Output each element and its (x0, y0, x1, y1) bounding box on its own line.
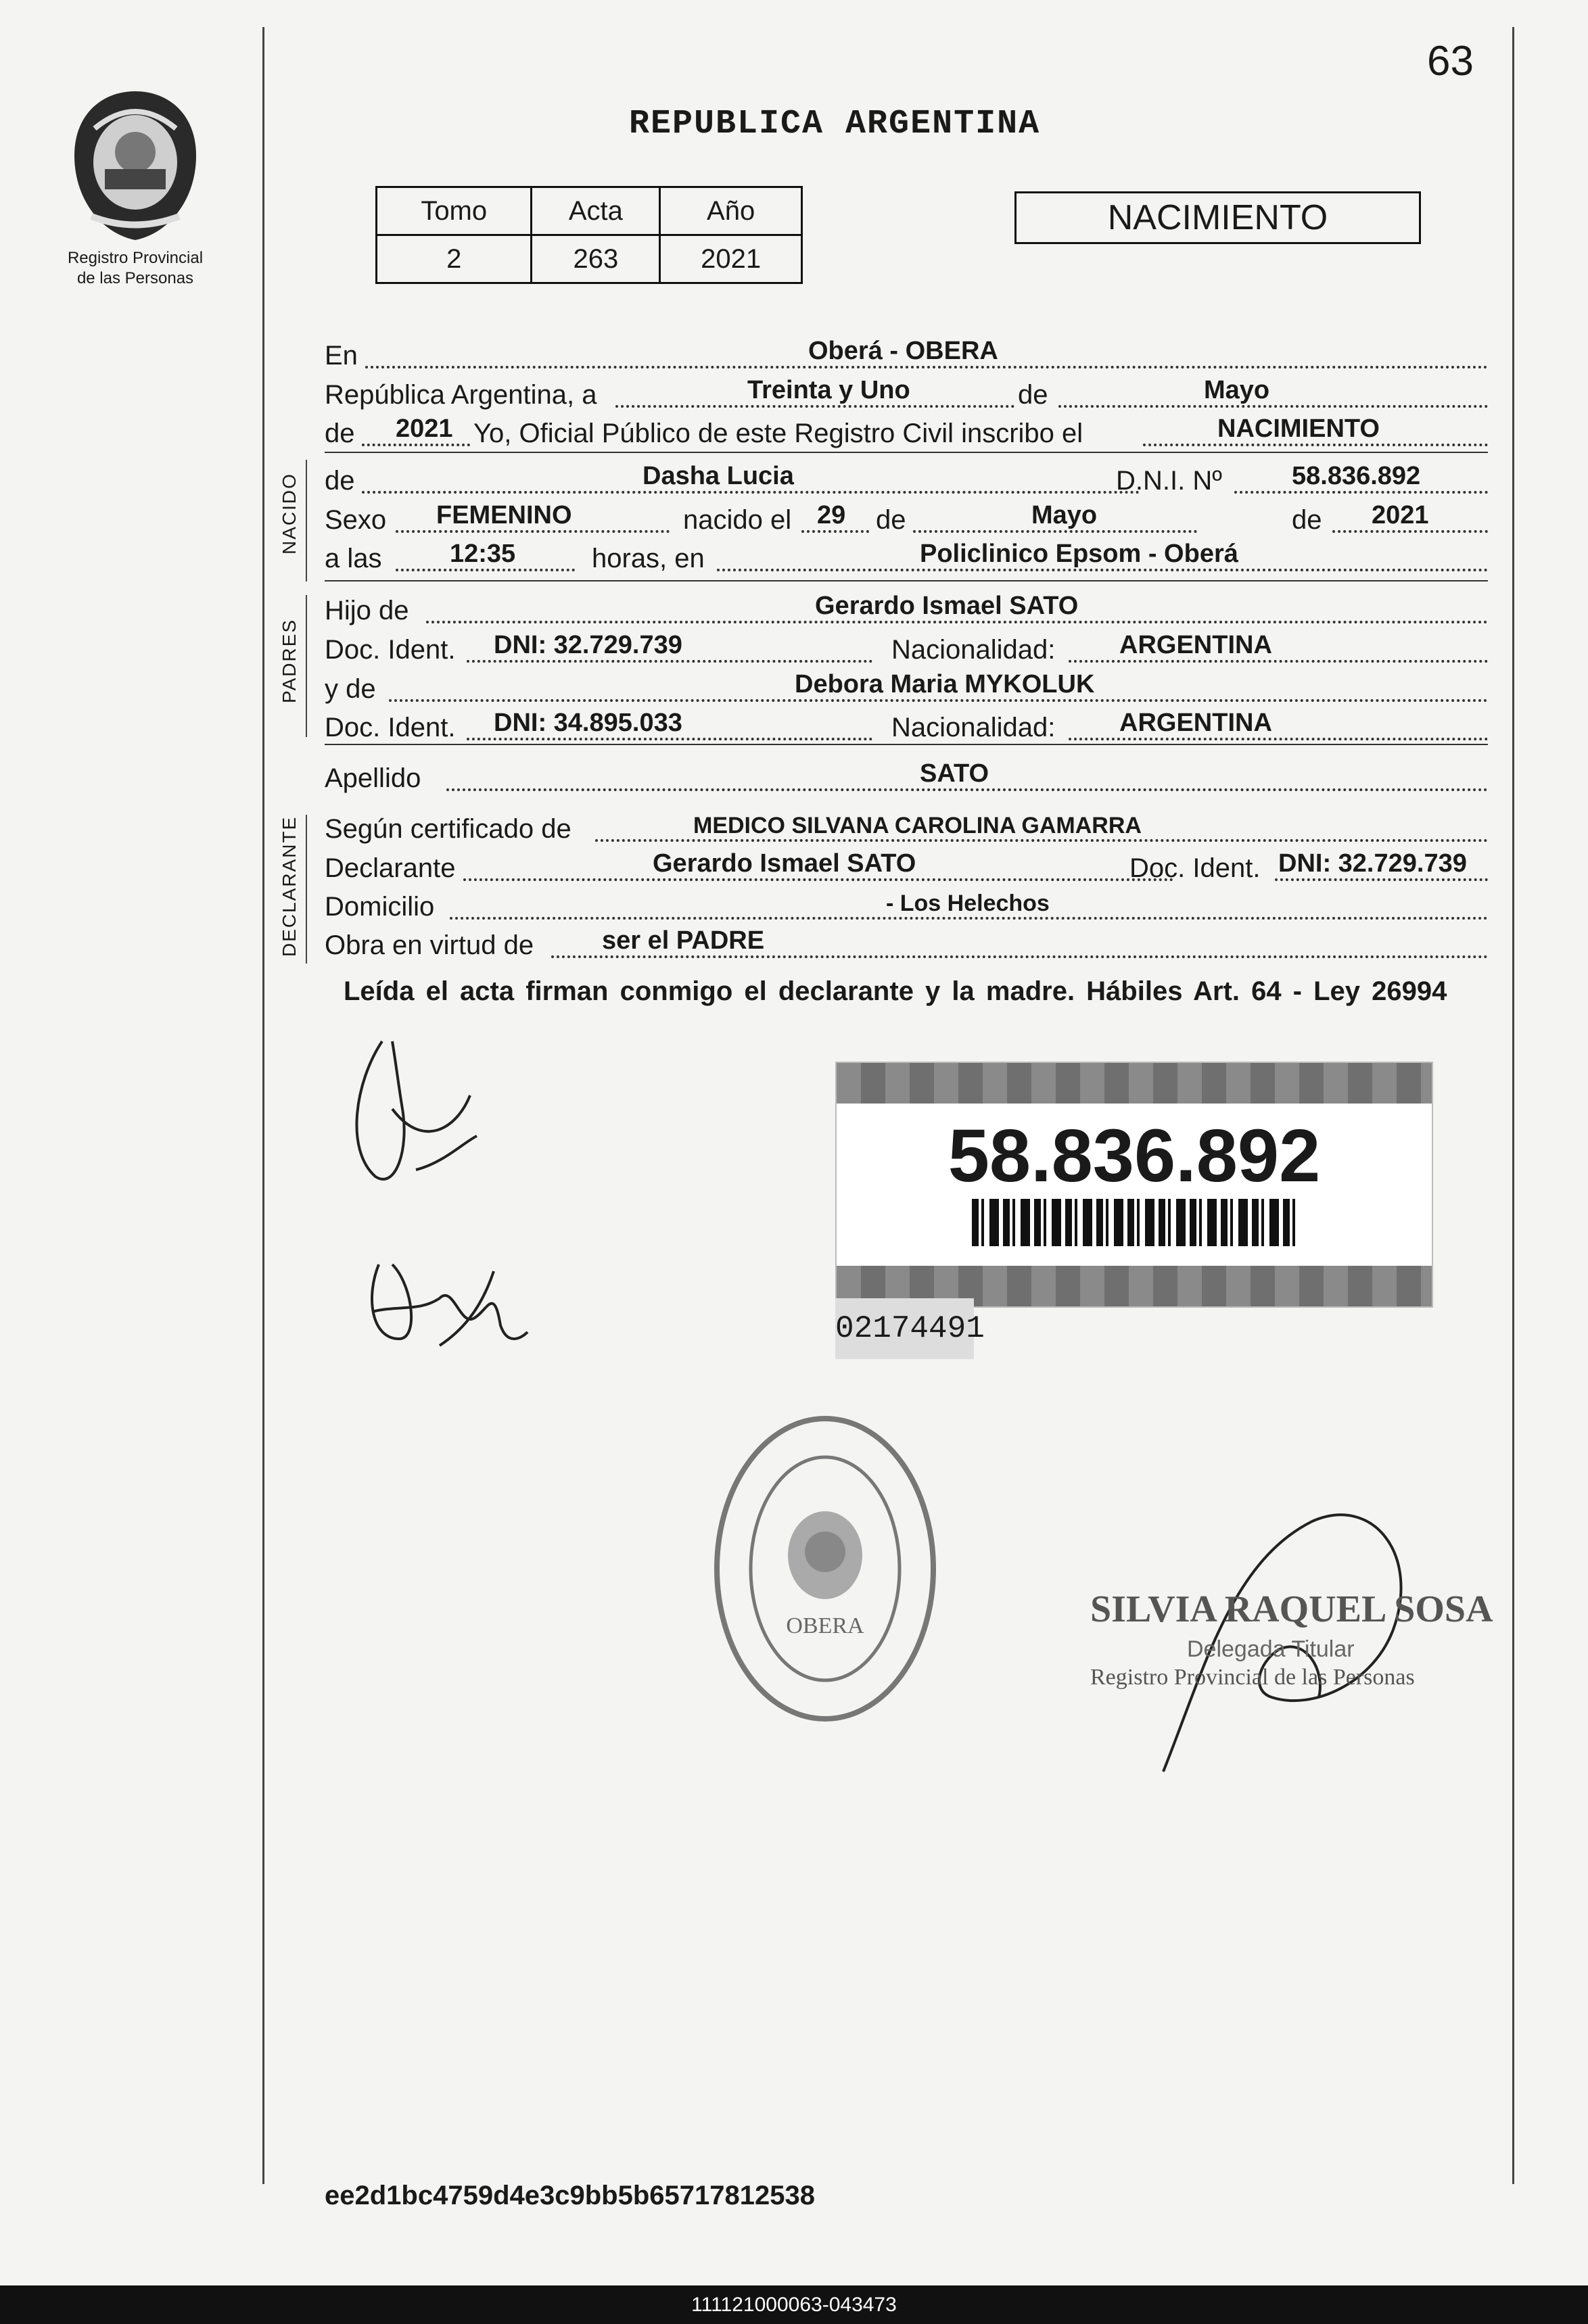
day-words-value: Treinta y Uno (747, 376, 910, 404)
table-header-anio: Año (660, 187, 802, 235)
row-address (325, 886, 1488, 926)
birth-place-value: Policlinico Epsom - Oberá (920, 540, 1238, 568)
left-margin-line (262, 27, 264, 2184)
dotted-line (446, 788, 1488, 791)
row-certificate (325, 808, 1488, 849)
mother-nationality-value: ARGENTINA (1119, 709, 1272, 737)
section-divider (325, 452, 1488, 453)
dni-number-large: 58.836.892 (948, 1114, 1321, 1197)
sex-label: Sexo (325, 505, 387, 535)
row-father (325, 590, 1488, 630)
logo-caption-line-2: de las Personas (76, 269, 194, 287)
row-official (325, 412, 1488, 453)
certificate-value: MEDICO SILVANA CAROLINA GAMARRA (693, 813, 1142, 838)
provincial-logo (68, 88, 203, 243)
section-divider (325, 744, 1488, 745)
dni-label: D.N.I. Nº (1116, 466, 1222, 496)
dotted-line (1275, 878, 1488, 881)
side-label-parents: PADRES (279, 618, 300, 703)
de-label: de (1292, 505, 1322, 535)
doc-label: Doc. Ident. (325, 635, 456, 665)
logo-caption-line-1: Registro Provincial (67, 249, 204, 267)
doc-label: Doc. Ident. (325, 713, 456, 742)
dotted-line (1069, 738, 1488, 740)
dotted-line (396, 569, 575, 571)
dni-sticker (835, 1062, 1433, 1308)
mother-name-value: Debora Maria MYKOLUK (795, 670, 1095, 698)
barcode-icon (972, 1199, 1297, 1246)
dotted-line (389, 699, 1488, 702)
row-acting (325, 924, 1488, 965)
acting-value: ser el PADRE (602, 926, 765, 955)
de-label: de (876, 505, 906, 535)
birth-year-value: 2021 (1372, 501, 1429, 529)
act-value: NACIMIENTO (1217, 414, 1380, 443)
signatory-name: SILVIA RAQUEL SOSA (1090, 1588, 1493, 1630)
sticker-serial: 02174491 (835, 1298, 974, 1359)
dotted-line (1058, 405, 1488, 408)
official-seal (710, 1410, 940, 1728)
row-place (325, 335, 1488, 375)
dotted-line (396, 530, 670, 533)
dotted-line (1332, 530, 1488, 533)
table-header-tomo: Tomo (377, 187, 532, 235)
dotted-line (426, 621, 1488, 623)
acting-label: Obra en virtud de (325, 930, 534, 960)
page-number: 63 (1427, 38, 1474, 85)
mother-signature (358, 1244, 534, 1352)
declarant-doc-label: Doc. Ident. (1129, 853, 1261, 883)
footer-code: 111121000063-043473 (0, 2285, 1588, 2324)
address-value: - Los Helechos (886, 891, 1050, 916)
registry-seal-icon (710, 1410, 940, 1728)
mother-doc-value: DNI: 34.895.033 (494, 709, 682, 737)
section-divider (325, 580, 1488, 582)
dotted-line (450, 917, 1488, 920)
dotted-line (467, 660, 872, 663)
declarant-name-value: Gerardo Ismael SATO (653, 849, 916, 878)
row-mother-doc (325, 707, 1488, 747)
declarant-doc-value: DNI: 32.729.739 (1278, 849, 1467, 878)
nationality-label: Nacionalidad: (891, 635, 1056, 665)
address-label: Domicilio (325, 892, 435, 922)
birth-time-value: 12:35 (450, 540, 516, 568)
document-title: REPUBLICA ARGENTINA (629, 105, 1041, 143)
side-label-declarant: DECLARANTE (279, 815, 300, 957)
month-value: Mayo (1204, 376, 1270, 404)
dotted-line (1143, 444, 1488, 446)
seal-center-text: OBERA (786, 1613, 864, 1638)
dotted-line (551, 955, 1488, 958)
record-type-box: NACIMIENTO (1014, 191, 1421, 244)
signatory-role: Delegada Titular (1187, 1636, 1355, 1662)
nationality-label: Nacionalidad: (891, 713, 1056, 742)
official-text: Yo, Oficial Público de este Registro Civil inscribo el (473, 419, 1083, 448)
misiones-seal-icon (68, 88, 203, 243)
row-declarant (325, 847, 1488, 888)
table-value-tomo: 2 (377, 235, 532, 283)
side-label-born: NACIDO (279, 473, 300, 554)
dni-value: 58.836.892 (1292, 462, 1421, 490)
dotted-line (467, 738, 872, 740)
row-time (325, 538, 1488, 578)
surname-value: SATO (920, 759, 989, 788)
birth-month-value: Mayo (1031, 501, 1098, 529)
right-margin-line (1512, 27, 1514, 2184)
de-label: de (325, 466, 355, 496)
place-value: Oberá - OBERA (808, 337, 998, 365)
time-label: a las (325, 544, 382, 573)
section-bracket-declarant (306, 815, 307, 964)
dotted-line (717, 569, 1488, 571)
certificate-label: Según certificado de (325, 814, 571, 844)
row-father-doc (325, 629, 1488, 669)
de-label: de (325, 419, 355, 448)
republic-label: República Argentina, a (325, 380, 597, 410)
place-label: En (325, 341, 358, 371)
register-table (375, 186, 803, 284)
signatory-office: Registro Provincial de las Personas (1090, 1665, 1415, 1690)
row-mother (325, 668, 1488, 709)
year-value: 2021 (396, 414, 453, 443)
father-name-value: Gerardo Ismael SATO (815, 592, 1079, 620)
son-of-label: Hijo de (325, 596, 409, 625)
dotted-line (595, 839, 1488, 842)
dotted-line (615, 405, 1014, 408)
row-surname (325, 757, 1488, 798)
sticker-top-band (837, 1063, 1432, 1104)
sex-value: FEMENINO (436, 501, 572, 529)
dotted-line (362, 444, 470, 446)
surname-label: Apellido (325, 763, 421, 793)
section-bracket-parents (306, 595, 307, 737)
dotted-line (1069, 660, 1488, 663)
declarant-signature (342, 1028, 517, 1190)
row-sex (325, 499, 1488, 540)
dotted-line (365, 366, 1488, 369)
table-header-acta: Acta (532, 187, 660, 235)
dotted-line (463, 878, 1173, 881)
child-name-value: Dasha Lucia (643, 462, 794, 490)
declarant-label: Declarante (325, 853, 456, 883)
table-value-acta: 263 (532, 235, 660, 283)
father-nationality-value: ARGENTINA (1119, 631, 1272, 659)
section-bracket-born (306, 460, 307, 582)
and-label: y de (325, 674, 376, 704)
father-doc-value: DNI: 32.729.739 (494, 631, 682, 659)
row-date (325, 374, 1488, 414)
birth-day-value: 29 (817, 501, 846, 529)
de-label: de (1018, 380, 1048, 410)
row-child (325, 460, 1488, 500)
dotted-line (362, 491, 1140, 494)
dotted-line (913, 530, 1197, 533)
dotted-line (1234, 491, 1488, 494)
born-label: nacido el (683, 505, 792, 535)
hours-label: horas, en (592, 544, 705, 573)
document-hash: ee2d1bc4759d4e3c9bb5b65717812538 (325, 2181, 815, 2210)
dotted-line (801, 530, 869, 533)
table-value-anio: 2021 (660, 235, 802, 283)
closing-note: Leída el acta firman conmigo el declarante y la madre. Hábiles Art. 64 - Ley 26994 (344, 976, 1447, 1006)
